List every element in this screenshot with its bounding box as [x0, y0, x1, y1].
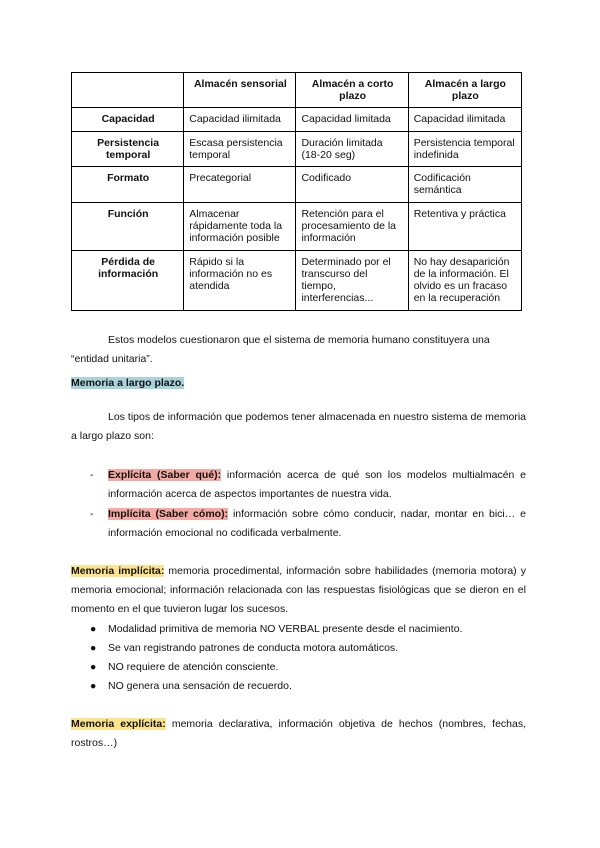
table-header-cell: Almacén sensorial: [184, 73, 296, 108]
table-cell: Capacidad ilimitada: [184, 108, 296, 132]
table-cell: Capacidad limitada: [296, 108, 408, 132]
bullet-item: NO requiere de atención consciente.: [108, 661, 279, 673]
table-row: [72, 167, 522, 203]
table-header-cell: [72, 73, 184, 108]
term-highlight: Explícita (Saber qué):: [108, 469, 222, 481]
row-label: Pérdida de información: [72, 251, 184, 311]
row-label: Formato: [72, 167, 184, 203]
row-label: Capacidad: [72, 108, 184, 132]
table-cell: Precategorial: [184, 167, 296, 203]
bullet-icon: ●: [90, 680, 97, 692]
table-cell: Codificación semántica: [408, 167, 521, 203]
paragraph-implicit-memory: [71, 562, 526, 619]
term-highlight: Memoria explícita:: [71, 718, 166, 730]
table-header-cell: Almacén a corto plazo: [296, 73, 408, 108]
table-cell: Duración limitada (18-20 seg): [296, 132, 408, 167]
table-row: [72, 251, 522, 311]
table-cell: Escasa persistencia temporal: [184, 132, 296, 167]
list-item-text: información sobre cómo conducir, nadar, montar en bici… e información emocional no codificada verbalmente.: [108, 508, 526, 539]
table-cell: Retentiva y práctica: [408, 203, 521, 251]
bullet-icon: ●: [90, 642, 97, 654]
list-marker: -: [90, 469, 94, 481]
list-item-text: información acerca de qué son los modelos multialmacén e información acerca de aspectos importantes de nuestra vida.: [108, 469, 527, 500]
paragraph-models: Estos modelos cuestionaron que el sistema de memoria humano constituyera una “entidad unitaria”.: [71, 334, 490, 365]
table-row: [72, 132, 522, 167]
bullet-icon: ●: [90, 623, 97, 635]
table-row: [72, 108, 522, 132]
paragraph-types: Los tipos de información que podemos tener almacenada en nuestro sistema de memoria a largo plazo son:: [71, 411, 526, 442]
list-marker: -: [90, 508, 94, 520]
paragraph-text: memoria declarativa, información objetiva de hechos (nombres, fechas, rostros…): [71, 718, 526, 749]
section-heading-long-term: [71, 374, 184, 393]
list-item-explicita: [108, 466, 526, 504]
table-cell: Retención para el procesamiento de la información: [296, 203, 408, 251]
table-cell: Almacenar rápidamente toda la información posible: [184, 203, 296, 251]
table-cell: Codificado: [296, 167, 408, 203]
bullet-item: NO genera una sensación de recuerdo.: [108, 680, 292, 692]
bullet-icon: ●: [90, 661, 97, 673]
bullet-item: Modalidad primitiva de memoria NO VERBAL presente desde el nacimiento.: [108, 623, 463, 635]
list-item-implicita: [108, 505, 526, 543]
table-cell: Rápido si la información no es atendida: [184, 251, 296, 311]
bullet-item: Se van registrando patrones de conducta motora automáticos.: [108, 642, 399, 654]
table-cell: No hay desaparición de la información. El olvido es un fracaso en la recuperación: [408, 251, 521, 311]
heading-highlight: Memoria a largo plazo.: [71, 377, 185, 389]
paragraph-explicit-memory: [71, 715, 526, 753]
table-header-cell: Almacén a largo plazo: [408, 73, 521, 108]
term-highlight: Memoria implícita:: [71, 565, 165, 577]
table-cell: Determinado por el transcurso del tiempo, interferencias...: [296, 251, 408, 311]
table-cell: Capacidad ilimitada: [408, 108, 521, 132]
table-cell: Persistencia temporal indefinida: [408, 132, 521, 167]
table-header-row: [72, 73, 522, 108]
row-label: Función: [72, 203, 184, 251]
row-label: Persistencia temporal: [72, 132, 184, 167]
term-highlight: Implícita (Saber cómo):: [108, 508, 229, 520]
paragraph-text: memoria procedimental, información sobre habilidades (memoria motora) y memoria emocional; información relacionada con las respuestas fisiológicas que se dieron en el momento en el que tuvieron lugar los sucesos.: [71, 565, 526, 615]
table-row: [72, 203, 522, 251]
memory-stores-table: [71, 72, 522, 311]
